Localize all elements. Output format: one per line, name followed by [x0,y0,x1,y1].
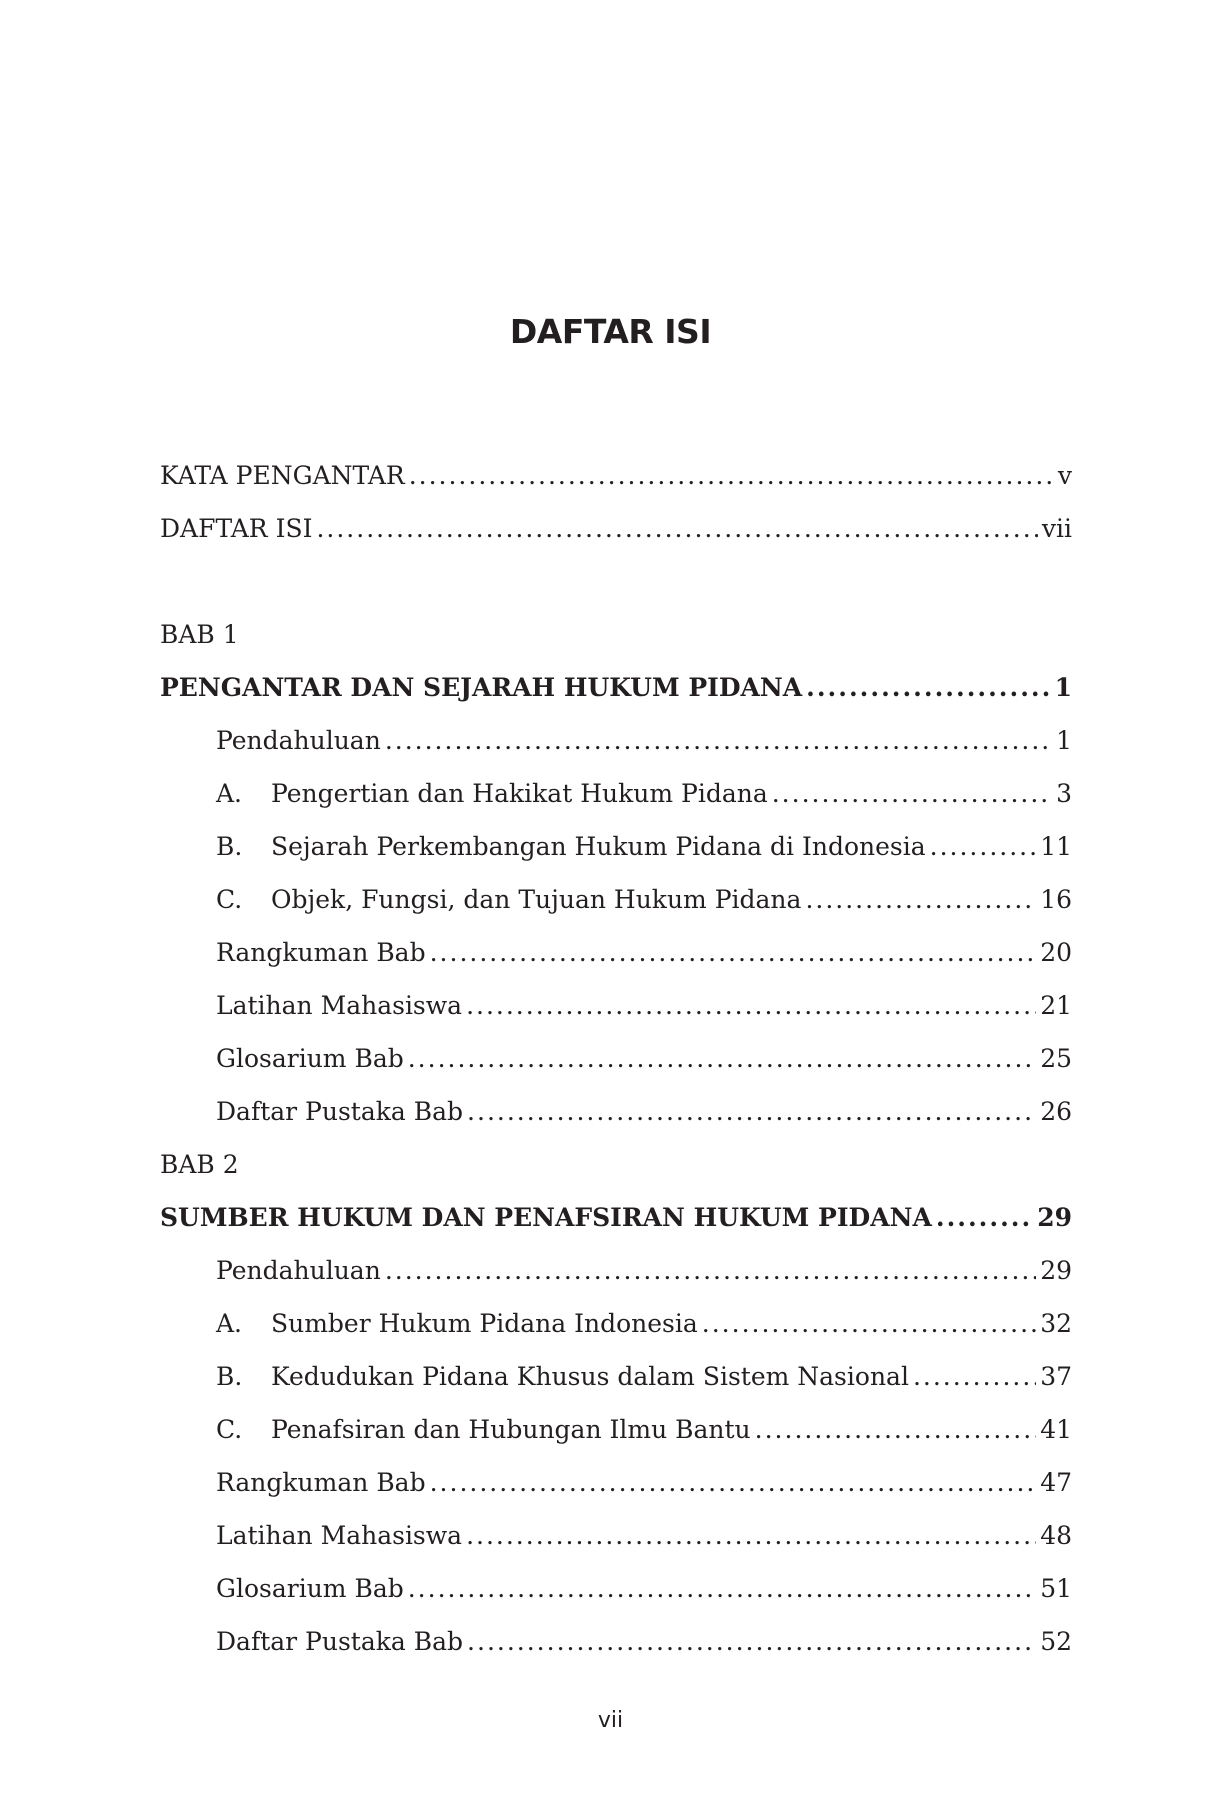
toc-entry-label: KATA PENGANTAR [160,461,405,490]
toc-entry-label: Latihan Mahasiswa [216,1521,463,1550]
dot-leader [930,820,1037,873]
page-number: vii [597,1708,624,1733]
toc-entry-label: Penafsiran dan Hubungan Ilmu Bantu [271,1415,751,1444]
toc-entry-label: Pengertian dan Hakikat Hukum Pidana [271,779,768,808]
toc-entry-page: 3 [1056,779,1072,808]
chapter-number-label: BAB 2 [160,1150,239,1179]
toc-entry[interactable] [160,714,1072,767]
toc-entry[interactable] [160,1085,1072,1138]
toc-entry[interactable] [160,1350,1072,1403]
toc-entry-page: 32 [1040,1309,1072,1338]
dot-leader [467,1615,1036,1668]
toc-entry[interactable] [160,1456,1072,1509]
dot-leader [385,714,1052,767]
dot-leader [409,449,1054,502]
dot-leader [408,1032,1036,1085]
toc-entry[interactable] [160,979,1072,1032]
toc-entry-daftar-isi[interactable] [160,502,1072,555]
toc-entry-page: 41 [1040,1415,1072,1444]
dot-leader [806,661,1050,714]
toc-entry-label: Pendahuluan [216,1256,381,1285]
toc-entry[interactable] [160,1509,1072,1562]
toc-entry[interactable] [160,767,1072,820]
toc-entry-label: Glosarium Bab [216,1574,404,1603]
dot-leader [430,1456,1037,1509]
toc-entry-page: 20 [1040,938,1072,967]
dot-leader [408,1562,1036,1615]
toc-entry-label: Daftar Pustaka Bab [216,1627,464,1656]
toc-entry[interactable] [160,1297,1072,1350]
toc-entry-letter: B. [216,832,243,861]
section-gap [160,555,1072,608]
toc-entry-page: 21 [1040,991,1072,1020]
dot-leader [430,926,1037,979]
dot-leader [467,1085,1036,1138]
dot-leader [805,873,1036,926]
toc-entry-page: vii [1041,514,1072,543]
chapter-title-entry[interactable] [160,1191,1072,1244]
chapter-title: PENGANTAR DAN SEJARAH HUKUM PIDANA [160,673,803,702]
toc-entry-label: Daftar Pustaka Bab [216,1097,464,1126]
toc-entry-label: Glosarium Bab [216,1044,404,1073]
toc-entry-label: Sumber Hukum Pidana Indonesia [271,1309,698,1338]
toc-entry-page: 25 [1040,1044,1072,1073]
chapter-title-entry[interactable] [160,661,1072,714]
chapter-number [160,1138,1072,1191]
toc-entry-letter: C. [216,1415,243,1444]
dot-leader [466,1509,1036,1562]
dot-leader [385,1244,1036,1297]
toc-entry-label: DAFTAR ISI [160,514,313,543]
toc-entry-page: 29 [1040,1256,1072,1285]
toc-entry-page: 47 [1040,1468,1072,1497]
toc-entry-page: 52 [1040,1627,1072,1656]
chapter-page: 1 [1054,673,1072,702]
toc-entry-label: Rangkuman Bab [216,938,426,967]
dot-leader [466,979,1036,1032]
toc-entry[interactable] [160,926,1072,979]
dot-leader [936,1191,1033,1244]
table-of-contents [160,449,1072,1668]
toc-entry-letter: B. [216,1362,243,1391]
toc-entry-page: v [1057,461,1072,490]
page-title: DAFTAR ISI [509,312,712,352]
toc-entry-page: 37 [1040,1362,1072,1391]
chapter-number [160,608,1072,661]
toc-entry-label: Sejarah Perkembangan Hukum Pidana di Indonesia [271,832,926,861]
toc-entry[interactable] [160,1562,1072,1615]
dot-leader [913,1350,1036,1403]
toc-entry-kata-pengantar[interactable] [160,449,1072,502]
toc-entry-page: 11 [1040,832,1072,861]
chapter-page: 29 [1037,1203,1072,1232]
toc-entry-label: Rangkuman Bab [216,1468,426,1497]
toc-entry-label: Objek, Fungsi, dan Tujuan Hukum Pidana [271,885,802,914]
toc-entry-letter: A. [216,779,243,808]
toc-entry-label: Kedudukan Pidana Khusus dalam Sistem Nasional [271,1362,909,1391]
toc-entry-label: Pendahuluan [216,726,381,755]
dot-leader [772,767,1052,820]
toc-entry[interactable] [160,873,1072,926]
toc-entry-letter: A. [216,1309,243,1338]
toc-entry[interactable] [160,1403,1072,1456]
toc-entry[interactable] [160,1244,1072,1297]
chapter-title: SUMBER HUKUM DAN PENAFSIRAN HUKUM PIDANA [160,1203,932,1232]
toc-entry[interactable] [160,1615,1072,1668]
toc-entry-page: 1 [1056,726,1072,755]
chapter-number-label: BAB 1 [160,620,239,649]
toc-entry[interactable] [160,820,1072,873]
dot-leader [755,1403,1037,1456]
dot-leader [316,502,1037,555]
toc-entry-page: 16 [1040,885,1072,914]
dot-leader [702,1297,1036,1350]
toc-entry-page: 48 [1040,1521,1072,1550]
toc-entry-page: 51 [1040,1574,1072,1603]
toc-entry[interactable] [160,1032,1072,1085]
toc-entry-label: Latihan Mahasiswa [216,991,463,1020]
toc-entry-page: 26 [1040,1097,1072,1126]
toc-entry-letter: C. [216,885,243,914]
